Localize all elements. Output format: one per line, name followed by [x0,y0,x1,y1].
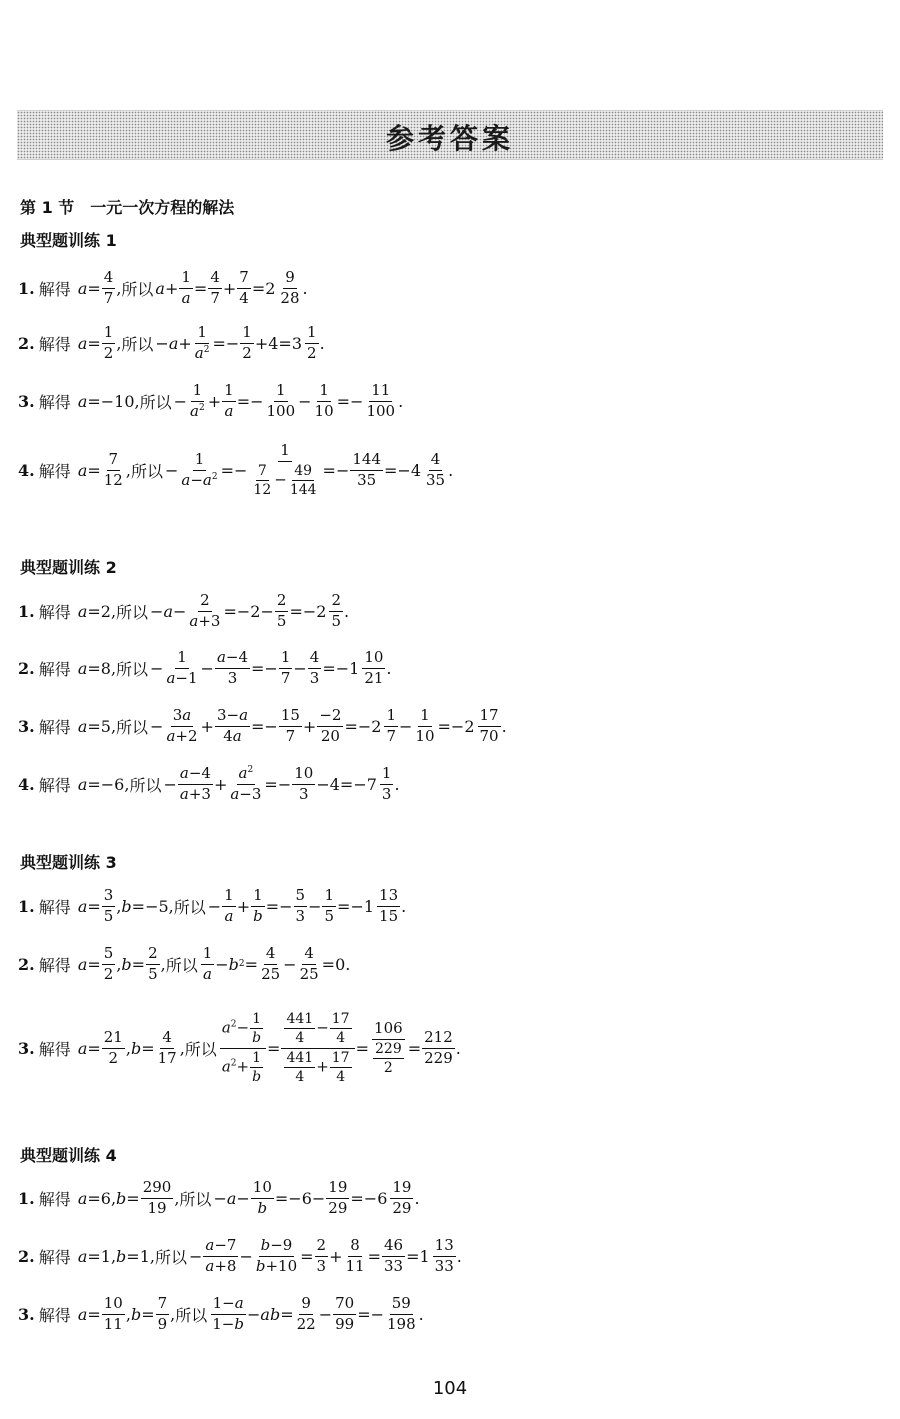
answer-so: 所以 [116,602,149,622]
group-title-3: 典型题训练 3 [20,853,117,872]
answer-prefix: 解得 [38,602,71,622]
question-number: 2. [18,954,35,974]
answer-prefix: 解得 [38,1039,71,1059]
answer-1-3: 3. 解得 a =−10, 所以 − 1 $a^2$ + 1 a =− 1 100 − 1 10 =− 11 100 . [18,381,404,420]
answer-so: 所以 [121,279,154,299]
page-number: 104 [432,1378,468,1399]
question-number: 1. [18,278,35,298]
answer-prefix: 解得 [38,279,71,299]
answer-3-2: 2. 解得 a = 5 2 , b = 2 5 , 所以 1 a − b 2 = 4 25 − 4 25 =0. [18,944,351,983]
question-number: 4. [18,460,35,480]
answer-3-1: 1. 解得 a = 3 5 , b =−5, 所以 − 1 a + 1 b =− 5 3 − 1 5 =− 1 13 15 . [18,886,407,925]
question-number: 3. [18,1304,35,1324]
group-title-2: 典型题训练 2 [20,558,117,577]
answer-so: 所以 [116,659,149,679]
answer-so: 所以 [116,717,149,737]
answer-4-1: 1. 解得 a =6, b = 290 19 , 所以 − a − 10 b =−6− 19 29 =− 6 19 29 . [18,1178,420,1217]
section-title: 第 1 节 一元一次方程的解法 [20,198,235,217]
question-number: 3. [18,391,35,411]
question-number: 4. [18,774,35,794]
answer-2-2: 2. 解得 a =8, 所以 − 1 a−1 − a−4 3 =− 1 7 − 4 3 =− 1 10 21 . [18,648,392,687]
question-number: 3. [18,1038,35,1058]
question-number: 2. [18,333,35,353]
answer-prefix: 解得 [38,955,71,975]
answer-prefix: 解得 [38,1247,71,1267]
answer-1-1: 1. 解得 a = 4 7 , 所以 a + 1 a = 4 7 + 7 4 = 2 9 28 . [18,268,308,307]
answer-so: 所以 [184,1039,217,1059]
answer-4-3: 3. 解得 a = 10 11 , b = 7 9 , 所以 1−a 1−b − ab = 9 22 − 70 99 =− 59 198 . [18,1294,424,1333]
answer-prefix: 解得 [38,897,71,917]
answer-so: 所以 [173,897,206,917]
question-number: 2. [18,1246,35,1266]
answer-so: 所以 [130,461,163,481]
answer-4-2: 2. 解得 a =1, b =1, 所以 − a−7 a+8 − b−9 b+10 = 2 3 + 8 11 = 46 33 = 1 13 33 . [18,1236,462,1275]
group-title-1: 典型题训练 1 [20,231,117,250]
answer-prefix: 解得 [38,1189,71,1209]
question-number: 1. [18,896,35,916]
answer-so: 所以 [129,775,162,795]
answer-banner [17,110,883,160]
answer-1-2: 2. 解得 a = 1 2 , 所以 − a + 1 $a^2$ =− 1 2 +4= 3 1 2 . [18,323,325,362]
answer-so: 所以 [175,1305,208,1325]
answer-prefix: 解得 [38,392,71,412]
answer-prefix: 解得 [38,461,71,481]
answer-1-4: 4. 解得 a = 7 12 , 所以 − 1 $a-a^2$ =− 1 $\frac{7}{12}$ − $\frac{49}{144}$ =− 144 35 =− 4 4 35 . [18,441,454,498]
answer-3-3: 3. 解得 a = 21 2 , b = 4 17 , 所以 $a^2-$ $\frac{1}{b}$ $a^2+$ $\frac{1}{b}$ = $\frac{441}{4}$ − $\frac{17}{4}$ $\frac{441}{4}$ + $\frac{17}{4}$ = 106 $\frac{229}{2}$ = 212 229 . [18,1011,461,1085]
answer-prefix: 解得 [38,1305,71,1325]
answer-2-3: 3. 解得 a =5, 所以 − 3a a+2 + 3−a 4a =− 15 7 + −2 20 =− 2 1 7 − 1 10 =− 2 17 70 . [18,706,507,745]
group-title-4: 典型题训练 4 [20,1146,117,1165]
answer-prefix: 解得 [38,334,71,354]
question-number: 2. [18,658,35,678]
question-number: 1. [18,601,35,621]
question-number: 3. [18,716,35,736]
answer-2-4: 4. 解得 a =−6, 所以 − a−4 a+3 + $a^2$ a−3 =− 10 3 −4=− 7 1 3 . [18,764,400,803]
question-number: 1. [18,1188,35,1208]
answer-prefix: 解得 [38,717,71,737]
answer-so: 所以 [121,334,154,354]
answer-prefix: 解得 [38,775,71,795]
answer-so: 所以 [165,955,198,975]
answer-2-1: 1. 解得 a =2, 所以 − a − 2 a+3 =−2− 2 5 =− 2 2 5 . [18,591,350,630]
answer-so: 所以 [179,1189,212,1209]
answer-prefix: 解得 [38,659,71,679]
answer-so: 所以 [139,392,172,412]
answer-so: 所以 [154,1247,187,1267]
banner-title: 参考答案 [385,122,514,155]
